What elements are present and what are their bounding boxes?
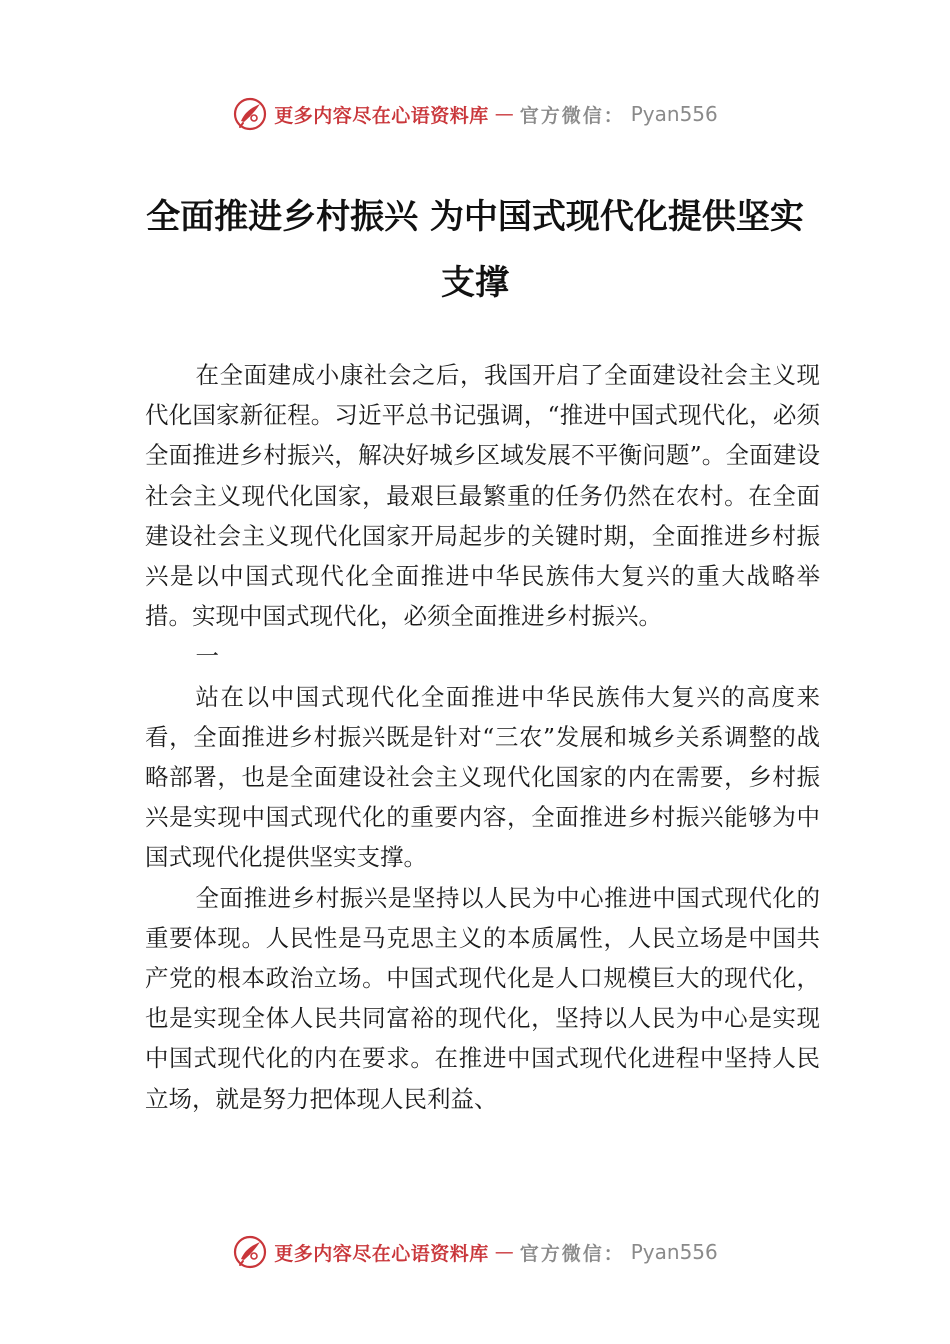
wechat-label: 官方微信： [519, 104, 625, 127]
wechat-id: Pyan556 [630, 1240, 718, 1264]
document-title: 全面推进乡村振兴 为中国式现代化提供坚实支撑 [146, 197, 804, 303]
header-banner [0, 94, 950, 134]
wechat-label: 官方微信： [519, 1242, 625, 1265]
promo-text: 更多内容尽在心语资料库 [274, 104, 489, 127]
promo-text: 更多内容尽在心语资料库 [274, 1242, 489, 1265]
wechat-id: Pyan556 [630, 102, 718, 126]
paragraph: 全面推进乡村振兴是坚持以人民为中心推进中国式现代化的重要体现。人民性是马克思主义的本质属性，人民立场是中国共产党的根本政治立场。中国式现代化是人口规模巨大的现代化，也是实现全体人民共同富裕的现代化，坚持以人民为中心是实现中国式现代化的内在要求。在推进中国式现代化进程中坚持人民立场，就是努力把体现人民利益、 [145, 883, 820, 1113]
banner-separator: — [494, 1241, 514, 1263]
brush-logo-icon [232, 1234, 268, 1270]
footer-banner [0, 1232, 950, 1272]
section-number: 一 [195, 642, 220, 671]
paragraph: 站在以中国式现代化全面推进中华民族伟大复兴的高度来看，全面推进乡村振兴既是针对“三农”发展和城乡关系调整的战略部署，也是全面建设社会主义现代化国家的内在需要，乡村振兴是实现中国式现代化的重要内容，全面推进乡村振兴能够为中国式现代化提供坚实支撑。 [145, 682, 820, 872]
document-body [145, 355, 820, 1119]
banner-separator: — [494, 103, 514, 125]
brush-logo-icon [232, 96, 268, 132]
paragraph: 在全面建成小康社会之后，我国开启了全面建设社会主义现代化国家新征程。习近平总书记强调，“推进中国式现代化，必须全面推进乡村振兴，解决好城乡区域发展不平衡问题”。全面建设社会主义现代化国家，最艰巨最繁重的任务仍然在农村。在全面建设社会主义现代化国家开局起步的关键时期，全面推进乡村振兴是以中国式现代化全面推进中华民族伟大复兴的重大战略举措。实现中国式现代化，必须全面推进乡村振兴。 [145, 361, 820, 631]
